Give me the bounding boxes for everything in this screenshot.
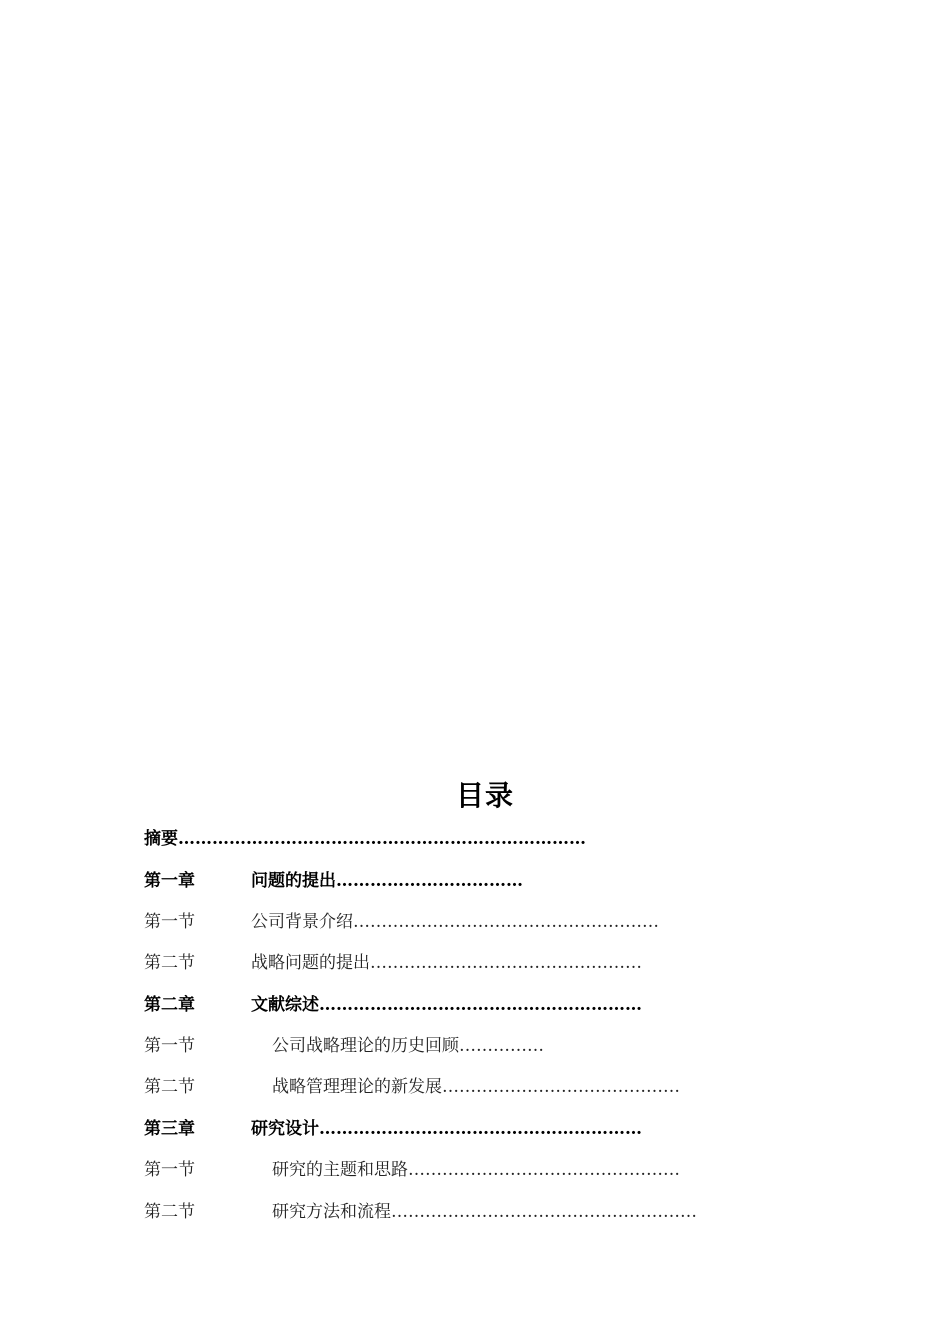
toc-entry-section-3-2 bbox=[144, 1199, 697, 1225]
toc-entry-number: 第二节 bbox=[144, 1077, 195, 1097]
toc-entry-title: 公司背景介绍 bbox=[251, 912, 353, 932]
toc-entry-title: 战略管理理论的新发展 bbox=[272, 1077, 442, 1097]
toc-entry-abstract bbox=[144, 826, 586, 852]
toc-title: 目录 bbox=[455, 779, 514, 812]
toc-entry-section-3-1 bbox=[144, 1157, 680, 1183]
toc-entry-title: 文献综述 bbox=[251, 995, 319, 1015]
toc-entry-title: 公司战略理论的历史回顾 bbox=[272, 1036, 459, 1056]
toc-entry-number: 第一节 bbox=[144, 1036, 195, 1056]
toc-dot-leader: ………………………………………… bbox=[408, 1160, 680, 1180]
toc-dot-leader: ………………………………………………… bbox=[319, 995, 642, 1015]
toc-dot-leader: ……………………………………………………………… bbox=[178, 829, 586, 849]
toc-dot-leader: ……………………………………………… bbox=[353, 912, 659, 932]
toc-entry-title: 研究方法和流程 bbox=[272, 1202, 391, 1222]
toc-dot-leader: ……………………………………………… bbox=[391, 1202, 697, 1222]
toc-entry-number: 第一章 bbox=[144, 871, 195, 891]
toc-entry-chapter-1 bbox=[144, 868, 523, 894]
toc-entry-number: 第三章 bbox=[144, 1119, 195, 1139]
toc-entry-number: 第二章 bbox=[144, 995, 195, 1015]
toc-entry-title: 战略问题的提出 bbox=[251, 953, 370, 973]
toc-dot-leader: …………………………………… bbox=[442, 1077, 680, 1097]
toc-dot-leader: …………………………… bbox=[336, 871, 523, 891]
toc-dot-leader: ………………………………………… bbox=[370, 953, 642, 973]
toc-entry-chapter-2 bbox=[144, 992, 642, 1018]
toc-entry-section-2-1 bbox=[144, 1033, 544, 1059]
toc-entry-number: 第二节 bbox=[144, 1202, 195, 1222]
toc-entry-title: 研究的主题和思路 bbox=[272, 1160, 408, 1180]
toc-entry-title: 问题的提出 bbox=[251, 871, 336, 891]
toc-entry-chapter-3 bbox=[144, 1116, 642, 1142]
toc-dot-leader: …………… bbox=[459, 1036, 544, 1056]
toc-entry-title: 研究设计 bbox=[251, 1119, 319, 1139]
toc-entry-title: 摘要 bbox=[144, 829, 178, 849]
toc-entry-number: 第一节 bbox=[144, 912, 195, 932]
toc-entry-section-2-2 bbox=[144, 1074, 680, 1100]
toc-entry-section-1-1 bbox=[144, 909, 659, 935]
toc-entry-number: 第一节 bbox=[144, 1160, 195, 1180]
toc-entry-number: 第二节 bbox=[144, 953, 195, 973]
toc-entry-section-1-2 bbox=[144, 950, 642, 976]
toc-dot-leader: ………………………………………………… bbox=[319, 1119, 642, 1139]
